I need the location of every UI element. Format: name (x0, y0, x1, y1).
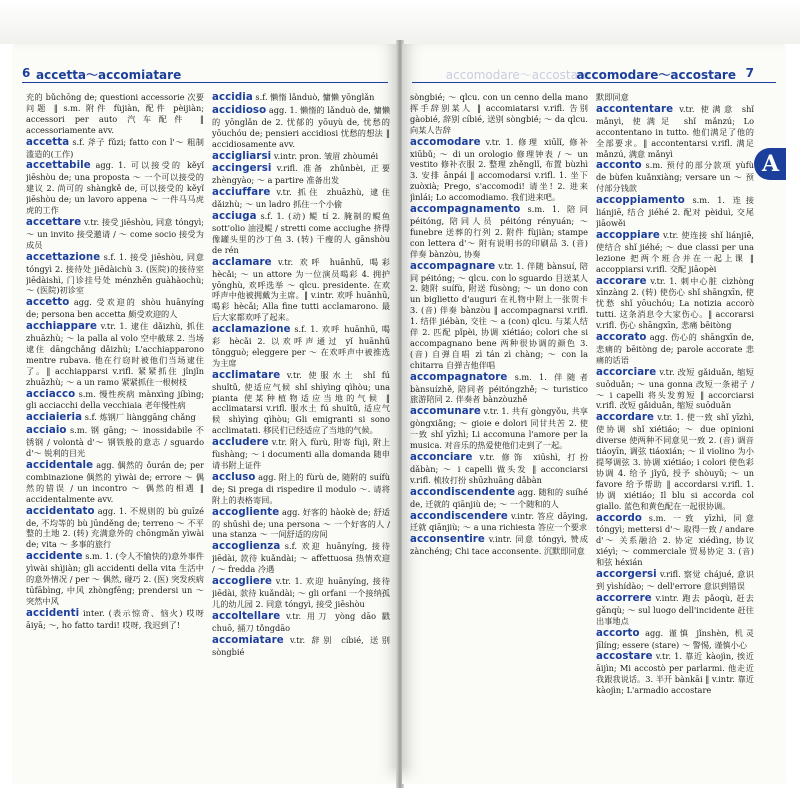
left-page-number: 6 (22, 66, 31, 80)
entry-definition: s.f. 1. (动) 鳀 tí 2. 腌制的鳀鱼 sott'olio 油浸鳀 / stretti come acciughe 挤得像罐头里的沙丁鱼 3. (转) 干瘦的人 gānshòu de rén (212, 211, 390, 255)
entry-headword: accompagnamento (410, 204, 521, 216)
entry-headword: acciaio (26, 425, 67, 437)
right-column-1 (410, 92, 588, 772)
entry-headword: accostare (596, 651, 653, 663)
right-page (402, 44, 786, 784)
thumb-letter: A (762, 151, 780, 177)
dictionary-entry (410, 452, 588, 486)
entry-definition: s.f. 欢迎 huānyíng, 接待 jiēdài, 款待 kuǎndài; ～ affettuosa 热情欢迎 / ～ fredda 冷遇 (212, 541, 390, 575)
dictionary-entry (212, 635, 390, 658)
dictionary-entry (596, 367, 754, 412)
entry-definition: agg. 随和的 suíhé de, 迁就的 qiānjiù de; ～ 一个随和的人 (410, 486, 588, 509)
entry-headword: accetto (26, 297, 70, 309)
dictionary-entry (410, 406, 588, 451)
right-page-header (412, 66, 776, 83)
dictionary-entry (26, 460, 204, 505)
entry-definition: v.tr. 1. 伴随 bànsuí, 陪同 péitóng; ～ qlcu. con lo sguardo 目送某人 2. 随附 suífù, 附送 fùsòng; ～ un dono con un biglietto d'auguri 在礼物中附上一张贺卡 3. (音) 伴奏 bànzòu ‖ accompagnarsi v.rifl. 1. 结伴 jiébàn, 交往 ～ a (con) qlcu. 与某人结伴 2. 匹配 pǐpèi, 协调 xiétiáo; colori che si accompagnano bene 两种很协调的颜色 3. (音) 自弹自唱 zì tán zì chàng; ～ con la chitarra 自弹吉他伴唱 (410, 260, 588, 370)
dictionary-entry (212, 105, 390, 150)
dictionary-entry (26, 252, 204, 297)
entry-headword: accorare (596, 275, 647, 287)
dictionary-entry (26, 160, 204, 216)
dictionary-entry (26, 389, 204, 412)
entry-definition: s.m. 预付的部分款项 yùfù de bùfen kuǎnxiàng; versare un ～ 预付部分钱款 (596, 160, 754, 194)
dictionary-entry (410, 204, 588, 260)
right-column-2 (596, 92, 754, 772)
dictionary-entry (410, 137, 588, 203)
dictionary-entry (596, 332, 754, 366)
entry-definition: v.intr. 跑去 pǎoqù, 赶去 gǎnqù; ～ sul luogo dell'incidente 赶往出事地点 (596, 592, 754, 626)
dictionary-entry (26, 608, 204, 631)
entry-definition: v.tr. 1. 欢迎 huānyíng, 接待 jiēdài, 款待 kuǎndài; ～ gli orfani 一个接纳孤儿的幼儿园 2. 同意 tóngyì, 接受 jiēshòu (212, 576, 390, 609)
entry-definition: v.tr. 1. 使一致 shǐ yīzhì, 使协调 shǐ xiétiáo; ～ due opinioni diverse 使两种不同意见一致 2. (音) 调音 tiáoyīn, 调弦 tiáoxián; ～ il violino 为小提琴调弦 3. 协调 xiétiáo; i colori 使色彩协调 4. 给予 jǐyǔ, 授予 shòuyǔ; ～ un favore 给予帮助 ‖ accordarsi v.rifl. 1. 协调 xiétiáo; Il blu si accorda col giallo. 蓝色和黄色配在一起很协调。 (596, 412, 754, 511)
entry-definition: inter. (表示惊奇、恼火) 哎呀 āiyā; ～, ho fatto tardi! 哎呀, 我迟到了! (26, 607, 204, 630)
entry-headword: accidenti (26, 607, 80, 619)
entry-headword: acciuga (212, 211, 257, 223)
entry-headword: acconto (596, 160, 642, 172)
entry-headword: acconsentire (410, 534, 485, 546)
entry-headword: accoppiare (596, 229, 660, 241)
dictionary-entry (212, 507, 390, 541)
dictionary-entry (26, 321, 204, 387)
entry-headword: accompagnare (410, 260, 496, 272)
dictionary-entry (26, 217, 204, 251)
entry-definition: agg. 1. 懒惰的 lǎnduò de, 慵懒的 yōnglǎn de 2. 忧郁的 yōuyù de, 忧愁的 yōuchóu de; pensieri accidiosi 忧愁的想法 ‖ accidiosamente avv. (212, 104, 390, 149)
entry-headword: accordo (596, 512, 642, 524)
right-guide-words: accomodare～accostare (576, 68, 736, 82)
entry-definition: s.m. 1. (令人不愉快的)意外事件 yìwài shìjiàn; gli accidenti della vita 生活中的意外情况 / per ～ 偶然, 碰巧 2. (医) 突发疾病 tūfābìng, 中风 zhòngfēng; prendersi un ～ 突然中风 (26, 551, 204, 606)
entry-headword: accompagnatore (410, 371, 508, 383)
entry-definition: s.m. 钢 gāng; ～ inossidabile 不锈钢 / volontà d'～ 钢铁般的意志 / sguardo d'～ 锐利的目光 (26, 425, 204, 459)
entry-definition: v.tr. 欢呼 huānhū, 喝彩 hècǎi; ～ un attore 为一位演员喝彩 4. 拥护 yōnghù, 欢呼选举 ～ qlcu. presidente. 在欢呼声中他被拥戴为主席。‖ v.intr. 欢呼 huānhū, 喝彩 hècǎi; Alla fine tutti acclamarono. 最后大家都欢呼了起来。 (212, 256, 390, 323)
dictionary-entry (26, 551, 204, 607)
entry-headword: accorgersi (596, 569, 657, 581)
entry-headword: accorto (596, 627, 640, 639)
page-fade (12, 766, 398, 784)
entry-definition: v.tr. 改短 gǎiduǎn, 缩短 suōduǎn; ～ una gonna 改短一条裙子 / ～ i capelli 将头发剪短 ‖ accorciarsi v.rifl. 改短 gǎiduǎn, 缩短 suōduǎn (596, 366, 754, 411)
entry-headword: accordare (596, 412, 654, 424)
entry-headword: accorato (596, 332, 647, 344)
dictionary-entry (596, 195, 754, 229)
entry-definition: v.rifl. 察觉 chájué, 意识到 yìshídào; ～ dell'errore 意识到错误 (596, 569, 754, 591)
page-fade (402, 766, 786, 784)
entry-definition: agg. 偶然的 ǒurán de; per combinazione 偶然的 yìwài de; errore ～ 偶然的错误 / un incontro ～ 偶然的相遇 ‖ accidentalmente avv. (26, 460, 204, 504)
entry-definition: v.tr. 1. 逮住 dǎizhù, 抓住 zhuāzhù; ～ la palla al volo 空中截球 2. 当场逮住 dāngchǎng dǎizhù; L'acchiapparono mentre rubava. 他在行窃时被他们当场逮住了。‖ acchiapparsi v.rifl. 紧紧抓住 jǐnjǐn zhuāzhù; ～ a un ramo 紧紧抓住一根树枝 (26, 321, 204, 387)
dictionary-entry (212, 92, 390, 104)
entry-headword: accluso (212, 471, 256, 483)
right-faint-guide: accomodare～accostare (445, 68, 590, 82)
entry-definition: v.tr. 抓住 zhuāzhù, 逮住 dǎizhù; ～ un ladro 抓住一个小偷 (212, 187, 390, 210)
dictionary-entry (410, 511, 588, 534)
dictionary-entry (410, 372, 588, 406)
entry-definition: v.tr. 1. 靠近 kàojìn, 挨近 āijìn; Mi accostò per parlarmi. 他走近我跟我说话。3. 半开 bànkāi ‖ v.intr. 靠近 kàojìn; L'armadio accostare (596, 651, 754, 696)
entry-definition: agg. 好客的 hàokè de; 舒适的 shūshì de; una persona ～ 一个好客的人 / una stanza ～ 一间舒适的房间 (212, 506, 390, 540)
dictionary-entry (26, 137, 204, 160)
dictionary-entry (596, 593, 754, 627)
entry-headword: acchiappare (26, 321, 98, 333)
entry-definition: v.tr. 1. 共有 gòngyǒu, 共享 gòngxiǎng; ～ gioie e dolori 同甘共苦 2. 使一致 shǐ yīzhì; Li accomuna l'amore per la musica. 对音乐的热爱使他们走到了一起。 (410, 406, 588, 451)
entry-definition: v.tr. 使服水土 shǐ fú shuǐtǔ, 使适应气候 shǐ shìyìng qìhòu; una pianta 使某种植物适应当地的气候 ‖ acclimatarsi v.rifl. 服水土 fú shuǐtǔ, 适应气候 shìyìng qìhòu; Gli emigranti si sono acclimatati. 移民们已经适应了当地的气候。 (212, 369, 390, 436)
entry-headword: accogliere (212, 576, 273, 588)
entry-definition: agg. 伤心的 shāngxīn de, 悲痛的 bēitòng de; parole accorate 悲痛的话语 (596, 332, 754, 365)
dictionary-entry (596, 628, 754, 651)
dictionary-entry (212, 370, 390, 436)
entry-definition: v.tr. 附入 fùrù, 附寄 fùjì, 附上 fùshàng; ～ i documenti alla domanda 随申请书附上证件 (212, 437, 390, 470)
entry-headword: acclimatare (212, 369, 281, 381)
left-column-1 (26, 92, 204, 772)
dictionary-entry (212, 151, 390, 163)
entry-headword: accidentato (26, 505, 95, 517)
dictionary-entry (212, 324, 390, 369)
dictionary-entry (212, 472, 390, 506)
dictionary-entry (596, 104, 754, 160)
entry-definition: s.f. 1. 欢呼 huānhū, 喝彩 hècǎi 2. 以欢呼声通过 yǐ huānhū tōngguò; eleggere per ～ 在欢呼声中被推选为主席 (212, 324, 390, 368)
entry-headword: accidentale (26, 460, 94, 471)
entry-definition: v.intr. pron. 皱眉 zhòuméi (271, 150, 379, 161)
entry-headword: acconciare (410, 452, 473, 463)
entry-headword: acciacco (26, 388, 76, 400)
dictionary-entry (26, 92, 204, 136)
entry-headword: accoppiamento (596, 195, 685, 207)
entry-definition: s.m. 一致 yīzhì, 同意 tóngyì; mettersi d'～ 取得一致 / andare d'～ 关系融洽 2. 协定 xiédìng, 协议 xiéyì; ～ commerciale 贸易协定 3. (音) 和弦 héxián (596, 512, 754, 568)
entry-definition: 充的 bǔchōng de; questioni accessorie 次要问题 ‖ s.m. 附件 fùjiàn, 配件 pèijiàn; accessori per auto 汽车配件 ‖ accessoriamente avv. (26, 92, 204, 135)
entry-definition: s.f. 斧子 fǔzi; fatto con l'～ 粗制滥造的(工作) (26, 136, 204, 159)
entry-headword: accettazione (26, 251, 101, 263)
dictionary-entry (212, 257, 390, 323)
dictionary-entry (212, 541, 390, 575)
dictionary-entry (596, 569, 754, 592)
dictionary-entry (26, 412, 204, 424)
entry-headword: accoltellare (212, 610, 281, 622)
entry-headword: accondiscendente (410, 486, 516, 498)
entry-definition: s.m. 1. 伴随者 bànsuízhě, 陪同者 péitóngzhě; ～ turistico 旅游陪同 2. 伴奏者 bànzòuzhě (410, 371, 588, 405)
dictionary-entry (212, 437, 390, 471)
dictionary-entry (596, 276, 754, 332)
entry-definition: v.tr. 1. 刺中心脏 cìzhòng xīnzàng 2. (转) 使伤心 shǐ shāngxīn, 使忧愁 shǐ yōuchóu; La notizia accorò tutti. 这条消息令大家伤心。‖ accorarsi v.rifl. 伤心 shāngxīn, 悲痛 bēitòng (596, 275, 754, 331)
entry-headword: accidente (26, 551, 83, 563)
entry-definition: v.intr. 答应 dāying, 迁就 qiānjiù; ～ a una richiesta 答应一个要求 (410, 510, 588, 533)
entry-headword: accludere (212, 437, 269, 449)
entry-definition: agg. 1. 可以接受的 kěyǐ jiēshòu de; una proposta ～ 一个可以接受的建议 2. 尚可的 shàngkě de, 可以接受的 kěyǐ jiēshòu de; un lavoro appena ～ 一件马马虎虎的工作 (26, 160, 204, 216)
dictionary-entry (596, 412, 754, 511)
dictionary-entry (26, 297, 204, 320)
entry-headword: accoglienza (212, 541, 281, 553)
entry-definition: v.tr. 用刀 yòng dāo 戳 chuō, 捅刀 tǒngdāo (212, 610, 390, 633)
entry-definition: agg. 受欢迎的 shòu huānyíng de; persona ben accetta 颇受欢迎的人 (26, 297, 204, 320)
dictionary-entry (410, 534, 588, 557)
entry-headword: acclamazione (212, 324, 291, 336)
left-column-2 (212, 92, 390, 772)
dictionary-entry (212, 576, 390, 610)
entry-definition: 默即同意 (596, 92, 629, 102)
dictionary-entry (596, 651, 754, 696)
entry-definition: sòngbié; ～ qlcu. con un cenno della mano 挥手辞别某人 ‖ accomiatarsi v.rifl. 告别 gàobié, 辞别 cíbié, 送别 sòngbié; ～ da qlcu. 向某人告辞 (410, 92, 588, 135)
entry-headword: acclamare (212, 256, 272, 268)
entry-definition: v.tr. 1. 修理 xiūlǐ, 修补 xiūbǔ; ～ di un orologio 修理钟表 / ～ un vestito 修补衣服 2. 整理 zhěnglǐ, 布置 bùzhì 3. 安排 ānpái ‖ accomodarsi v.rifl. 1. 坐下 zuòxià; Prego, s'accomodi! 请坐! 2. 进来 jìnlái; Lo accomodiamo. 我们进来吧。 (410, 136, 588, 203)
entry-definition: s.m. 1. 连接 liánjiē, 结合 jiéhé 2. 配对 pèiduì, 交尾 jiāowěi (596, 195, 754, 228)
entry-headword: accettare (26, 216, 82, 228)
dictionary-entry (596, 230, 754, 275)
background-top (0, 0, 800, 44)
entry-headword: accondiscendere (410, 510, 508, 522)
entry-headword: accorrere (596, 592, 652, 604)
dictionary-entry (26, 506, 204, 551)
dictionary-entry (410, 261, 588, 371)
left-page-header (22, 66, 388, 83)
entry-definition: agg. 附上的 fùrù de, 随附的 suífù de; Si prega di rispedire il modulo ～. 请将附上的表格寄回。 (212, 471, 390, 505)
entry-headword: acciaieria (26, 412, 83, 424)
entry-definition: v.rifl. 准备 zhǔnbèi, 正要 zhèngyào; ～ a partire 准备出发 (212, 163, 390, 186)
entry-definition: v.intr. 同意 tóngyì, 赞成 zànchéng; Chi tace acconsente. 沉默即同意 (410, 534, 588, 557)
entry-headword: acciuffare (212, 187, 271, 199)
entry-headword: accorciare (596, 366, 657, 378)
left-page (12, 44, 398, 784)
dictionary-entry (410, 487, 588, 510)
entry-headword: accetta (26, 136, 70, 148)
entry-definition: v.tr. 接受 jiēshòu, 同意 tóngyì; ～ un invito 接受邀请 / ～ come socio 接受为成员 (26, 216, 204, 250)
dictionary-entry (212, 611, 390, 634)
right-page-number: 7 (745, 66, 754, 80)
entry-definition: s.m. 1. 陪同 péitóng, 陪同人员 péitóng rényuán; ～ funebre 送葬的行列 2. 附件 fùjiàn; stampe con lettera d'～ 附有说明书的印刷品 3. (音) 伴奏 bànzòu, 协奏 (410, 204, 588, 259)
entry-definition: agg. 谨慎 jǐnshèn, 机灵 jīlíng; essere (stare) ～ 警惕, 谨慎小心 (596, 627, 754, 650)
entry-headword: accomodare (410, 136, 481, 148)
entry-headword: accomiatare (212, 634, 284, 646)
entry-headword: accomunare (410, 406, 481, 418)
entry-headword: accontentare (596, 103, 674, 115)
entry-definition: v.tr. 修饰 xiūshì, 打扮 dǎbàn; ～ i capelli 做头发 ‖ acconciarsi v.rifl. 梳妆打扮 shūzhuāng dǎbàn (410, 452, 588, 485)
dictionary-entry (212, 211, 390, 256)
entry-headword: accogliente (212, 506, 280, 518)
dictionary-entry (596, 160, 754, 194)
entry-definition: s.f. 懒惰 lǎnduò, 慵懒 yōnglǎn (252, 92, 375, 102)
entry-definition: s.f. 炼钢厂 liànggāng chǎng (82, 412, 196, 423)
dictionary-entry (596, 513, 754, 569)
entry-headword: accettabile (26, 160, 91, 172)
entry-definition: v.tr. 辞别 cíbié, 送别 sòngbié (212, 634, 390, 657)
dictionary-entry (212, 163, 390, 186)
dictionary-entry (596, 92, 754, 103)
dictionary-entry (212, 187, 390, 210)
entry-headword: accidia (212, 92, 253, 103)
dictionary-entry (410, 92, 588, 136)
entry-definition: s.m. 慢性疾病 mànxìng jíbìng; gli acciacchi della vecchiaia 老年慢性病 (26, 388, 204, 411)
letter-thumb-index (754, 148, 786, 180)
entry-headword: accidioso (212, 104, 267, 116)
entry-definition: agg. 1. 不规则的 bù guīzé de, 不均等的 bù jūnděng de; terreno ～ 不平整的土地 2. (转) 充满意外的 chōngmǎn yìwài de; vita ～ 多事的旅行 (26, 505, 204, 550)
entry-headword: accingersi (212, 163, 272, 175)
dictionary-entry (26, 425, 204, 459)
entry-definition: s.f. 1. 接受 jiēshòu, 同意 tóngyì 2. 接待处 jiēdàichù 3. (医院)的接待室 jiēdàishì, 门诊挂号处 ménzhěn guàhàochù; ～ (医院)初诊室 (26, 251, 204, 296)
entry-definition: v.tr. 使连接 shǐ liánjiē, 使结合 shǐ jiéhé; ～ due classi per una lezione 把两个班合并在一起上课 ‖ accoppiarsi v.rifl. 交配 jiāopèi (596, 229, 754, 274)
entry-headword: accigliarsi (212, 150, 272, 162)
entry-definition: v.tr. 使满意 shǐ mǎnyì, 使满足 shǐ mǎnzú; Lo accontentano in tutto. 他们满足了他的全部要求。‖ accontentarsi v.rifl. 满足 mǎnzú, 满意 mǎnyì (596, 103, 754, 159)
left-guide-words: accetta～accomiatare (36, 68, 182, 82)
